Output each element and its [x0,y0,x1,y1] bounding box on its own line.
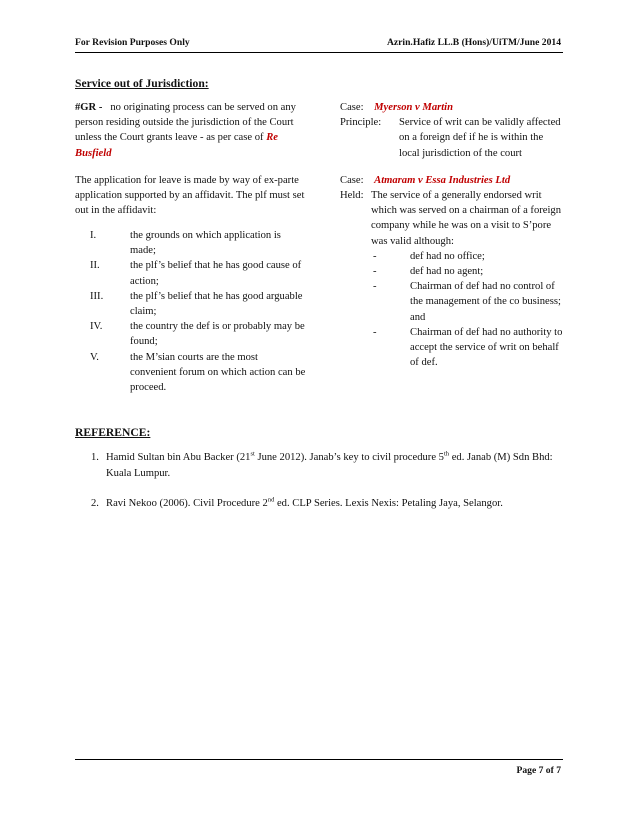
dash-bullet: - [373,326,377,338]
list-item-number: I. [90,230,97,241]
reference-text-part: June 2012). Janab’s key to civil procedure 5 [254,452,444,463]
header-rule [75,52,563,53]
list-item-number: III. [90,290,104,302]
reference-item [75,450,565,482]
superscript: nd [267,496,275,504]
list-item-text: the plf’s belief that he has good arguable claim; [130,290,303,318]
held-label: Held: [340,190,364,202]
case-atmaram-v-essa: Atmaram v Essa Industries Ltd [374,174,511,186]
reference-item [75,496,565,512]
list-item [75,258,307,288]
held-item-text: def had no office; [410,250,485,262]
principle-label: Principle: [340,117,382,129]
held-item-text: def had no agent; [410,266,484,278]
reference-list [75,450,565,526]
held-list-item [340,279,566,325]
list-item-text: the plf’s belief that he has good cause of action; [130,260,302,287]
reference-number: 2. [91,498,99,509]
reference-number: 1. [91,452,99,463]
list-item-text: the country the def is or probably may be found; [130,321,305,348]
held-item-text: Chairman of def had no authority to accept the service of writ on behalf of def. [410,326,563,369]
list-item [75,319,307,349]
case-myerson-v-martin: Myerson v Martin [374,102,454,113]
leave-application-paragraph: The application for leave is made by way of ex-parte application supported by an affidavit. The plf must set out in the affidavit: [75,174,305,217]
dash-bullet: - [373,266,377,278]
case-re-busfield: Re Busfield [75,132,278,159]
dash-bullet: - [373,281,377,293]
case-label: Case: [340,102,364,113]
left-column [75,100,307,394]
held-list-item [340,325,566,371]
list-item-number: II. [90,260,100,272]
list-item-text: the M’sian courts are the most convenient forum on which action can be proceed. [130,351,306,394]
reference-title: REFERENCE: [75,426,151,439]
header-right: Azrin.Hafiz LL.B (Hons)/UiTM/June 2014 [386,37,561,48]
held-list-item [340,264,566,279]
header-left: For Revision Purposes Only [75,37,190,48]
list-item-number: IV. [90,321,103,333]
affidavit-requirements-list [75,228,307,395]
list-item-text: the grounds on which application is made; [130,230,281,257]
reference-text-part: Hamid Sultan bin Abu Backer (21 [106,452,251,463]
list-item [75,289,307,319]
held-list-item [340,249,566,264]
dash-bullet: - [373,250,377,262]
list-item [75,350,307,396]
case-label: Case: [340,174,364,186]
page-number: Page 7 of 7 [516,765,561,776]
held-item-text: Chairman of def had no control of the management of the co business; and [410,281,561,323]
superscript: st [250,450,255,458]
section-title: Service out of Jurisdiction: [75,77,209,90]
list-item [75,228,307,258]
held-text: The service of a generally endorsed writ which was served on a chairman of a foreign company while he was on a visit to S’pore was valid although: [371,190,562,247]
general-rule-label: #GR - [75,102,103,113]
principle-row [340,115,566,161]
case-atmaram-row [340,173,566,188]
reference-text-part: ed. Janab (M) Sdn Bhd: Kuala Lumpur. [106,452,553,479]
held-row [340,188,566,249]
general-rule-paragraph [75,100,307,161]
list-item-number: V. [90,351,99,363]
footer-rule [75,759,563,760]
case-myerson-row [340,100,566,115]
principle-text: Service of writ can be validly affected on a foreign def if he is within the local jurisdiction of the court [399,117,561,159]
reference-text-part: Ravi Nekoo (2006). Civil Procedure 2 [106,498,268,509]
right-column [340,100,566,370]
general-rule-text: no originating process can be served on any person residing outside the jurisdiction of the Court unless the Court grants leave - as per case of [75,102,296,144]
superscript: th [443,450,450,458]
reference-text-part: ed. CLP Series. Lexis Nexis: Petaling Jaya, Selangor. [274,498,503,509]
